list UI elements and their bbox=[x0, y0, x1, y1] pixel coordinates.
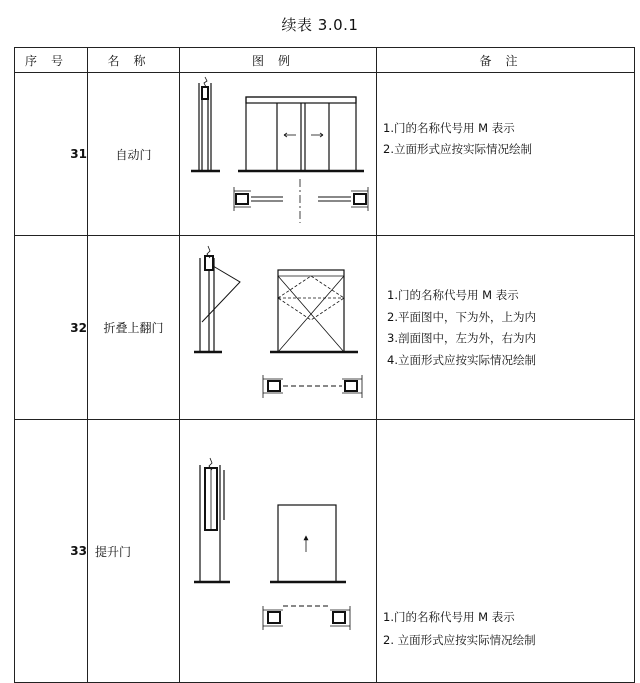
note-item: 2.立面形式应按实际情况绘制 bbox=[383, 142, 532, 156]
note-item: 3.剖面图中，左为外，右为内 bbox=[387, 331, 536, 345]
row-number: 32 bbox=[15, 236, 88, 420]
note-cell bbox=[377, 73, 635, 236]
note-item: 2.平面图中，下为外，上为内 bbox=[387, 309, 536, 324]
note-item: 4.立面形式应按实际情况绘制 bbox=[387, 352, 536, 367]
header-num: 序号 bbox=[15, 48, 88, 73]
header-name: 名称 bbox=[88, 48, 180, 73]
row-number: 33 bbox=[15, 420, 88, 683]
row-name: 自动门 bbox=[88, 73, 180, 236]
table-row bbox=[15, 236, 635, 420]
note-list bbox=[387, 285, 536, 371]
folding-overhead-door-drawing bbox=[180, 236, 377, 419]
note-item: 2. 立面形式应按实际情况绘制 bbox=[383, 633, 536, 647]
legend-table bbox=[14, 47, 635, 683]
table-title: 续表 3.0.1 bbox=[281, 16, 359, 34]
table-row bbox=[15, 420, 635, 683]
note-list bbox=[383, 118, 532, 160]
note-item: 1.门的名称代号用 M 表示 bbox=[387, 288, 519, 302]
note-cell bbox=[377, 236, 635, 420]
automatic-door-drawing bbox=[180, 73, 377, 235]
header-figure: 图例 bbox=[180, 48, 377, 73]
figure-cell bbox=[180, 236, 377, 420]
note-cell bbox=[377, 420, 635, 683]
note-item: 1.门的名称代号用 M 表示 bbox=[383, 121, 515, 135]
figure-cell bbox=[180, 73, 377, 236]
row-number: 31 bbox=[15, 73, 88, 236]
note-list bbox=[383, 606, 536, 652]
header-row bbox=[15, 48, 635, 73]
note-item: 1.门的名称代号用 M 表示 bbox=[383, 610, 515, 624]
lift-door-drawing bbox=[180, 420, 377, 682]
figure-cell bbox=[180, 420, 377, 683]
row-name: 折叠上翻门 bbox=[88, 236, 180, 420]
header-note: 备注 bbox=[377, 48, 635, 73]
table-row bbox=[15, 73, 635, 236]
row-name: 提升门 bbox=[88, 420, 180, 683]
